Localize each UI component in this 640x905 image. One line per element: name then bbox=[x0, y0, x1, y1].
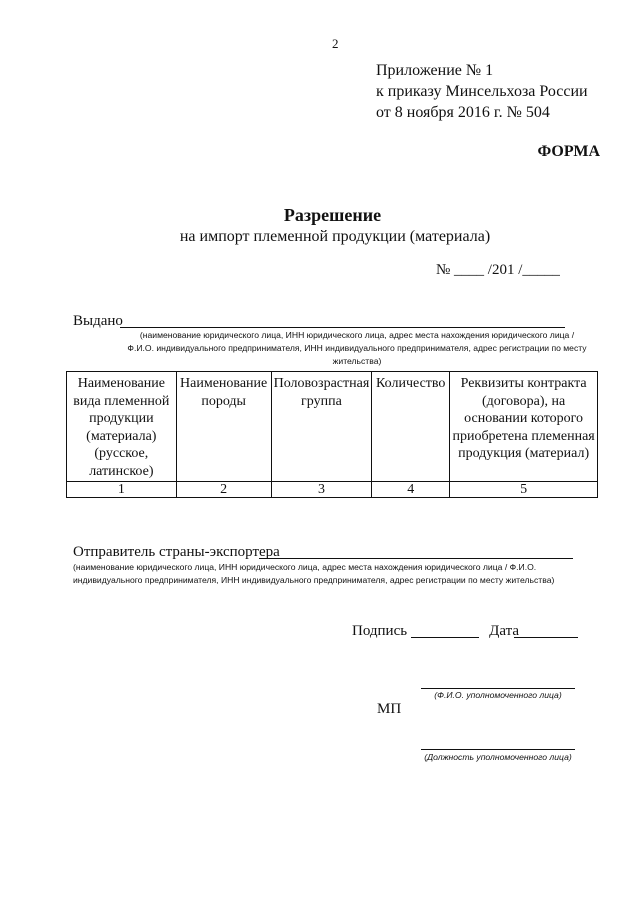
issued-fill-line bbox=[120, 327, 565, 328]
position-note: (Должность уполномоченного лица) bbox=[424, 752, 572, 762]
position-fill-line bbox=[421, 749, 575, 750]
issued-label: Выдано bbox=[73, 313, 123, 329]
appendix-block bbox=[376, 60, 588, 123]
appendix-line-2: к приказу Минсельхоза России bbox=[376, 83, 588, 100]
products-table bbox=[66, 371, 598, 498]
fio-note: (Ф.И.О. уполномоченного лица) bbox=[434, 690, 562, 700]
date-fill-line bbox=[514, 637, 578, 638]
sender-fill-line bbox=[259, 558, 573, 559]
table-number-row bbox=[67, 482, 598, 498]
document-title: Разрешение bbox=[283, 205, 382, 225]
document-subtitle: на импорт племенной продукции (материала) bbox=[179, 228, 491, 245]
sender-note: (наименование юридического лица, ИНН юридического лица, адрес места нахождения юридического лица / Ф.И.О. индивидуального предпринимателя, ИНН индивидуального предпринимателя, адрес регистрации по месту жительства) bbox=[73, 562, 555, 585]
permit-number-line: № ____ /201 /_____ bbox=[436, 262, 560, 278]
column-number-5: 5 bbox=[450, 482, 598, 498]
signature-label: Подпись bbox=[352, 623, 408, 639]
page-number: 2 bbox=[332, 36, 339, 51]
column-number-3: 3 bbox=[271, 482, 372, 498]
column-number-2: 2 bbox=[176, 482, 271, 498]
appendix-line-1: Приложение № 1 bbox=[376, 62, 494, 79]
column-number-4: 4 bbox=[372, 482, 450, 498]
issued-note: (наименование юридического лица, ИНН юридического лица, адрес места нахождения юридического лица / Ф.И.О. индивидуального предпринимателя, ИНН индивидуального предпринимателя, адрес регистрации по месту жительства) bbox=[127, 330, 587, 366]
date-label: Дата bbox=[489, 623, 519, 639]
form-label: ФОРМА bbox=[537, 143, 600, 160]
header-quantity: Количество bbox=[372, 372, 450, 482]
table-header-row bbox=[67, 372, 598, 482]
header-contract-details: Реквизиты контракта (договора), на основании которого приобретена племенная продукция (материал) bbox=[450, 372, 598, 482]
signature-fill-line bbox=[411, 637, 479, 638]
sender-label: Отправитель страны-экспортера bbox=[73, 544, 280, 560]
column-number-1: 1 bbox=[67, 482, 177, 498]
header-product-type: Наименование вида племенной продукции (материала) (русское, латинское) bbox=[67, 372, 177, 482]
appendix-line-3: от 8 ноября 2016 г. № 504 bbox=[376, 104, 550, 121]
header-sex-age-group: Половозрастная группа bbox=[271, 372, 372, 482]
fio-fill-line bbox=[421, 688, 575, 689]
header-breed: Наименование породы bbox=[176, 372, 271, 482]
stamp-place-label: МП bbox=[377, 701, 402, 717]
